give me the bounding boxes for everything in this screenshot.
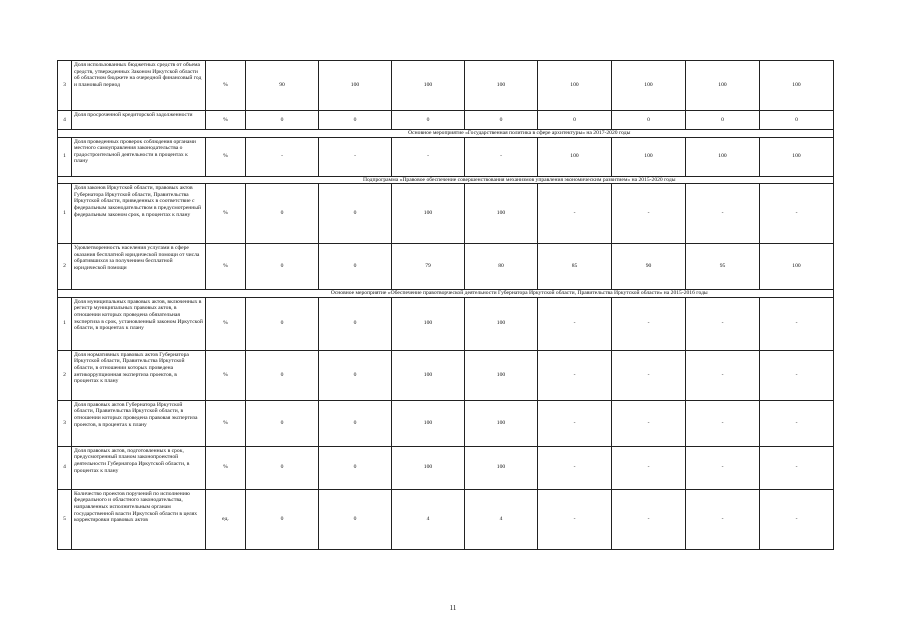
- section-spacer-cell: [58, 130, 206, 138]
- indicator-name: Удовлетворенность населения услугами в сфере оказания бесплатной юридической помощи от числа обратившихся за получением бесплатной юридической помощи: [72, 244, 206, 290]
- unit-cell: %: [206, 111, 246, 130]
- value-cell: -: [760, 350, 834, 400]
- table-row: [58, 400, 834, 446]
- value-cell: 100: [392, 350, 465, 400]
- value-cell: 100: [319, 61, 392, 111]
- value-cell: 100: [465, 400, 538, 446]
- value-cell: -: [686, 446, 760, 489]
- row-number: 1: [58, 184, 72, 244]
- value-cell: -: [538, 350, 612, 400]
- value-cell: 0: [246, 400, 319, 446]
- section-title: Основное мероприятие «Государственная политика в сфере архитектуры» на 2017-2020 годы: [206, 130, 834, 138]
- unit-cell: %: [206, 297, 246, 350]
- value-cell: 100: [392, 400, 465, 446]
- value-cell: -: [612, 297, 686, 350]
- value-cell: 100: [538, 61, 612, 111]
- value-cell: 95: [686, 244, 760, 290]
- value-cell: -: [538, 297, 612, 350]
- row-number: 3: [58, 61, 72, 111]
- value-cell: 0: [246, 244, 319, 290]
- value-cell: 0: [319, 297, 392, 350]
- table-row: [58, 350, 834, 400]
- table-row: [58, 137, 834, 176]
- table-body: [58, 61, 834, 550]
- value-cell: 100: [760, 61, 834, 111]
- row-number: 1: [58, 137, 72, 176]
- row-number: 3: [58, 400, 72, 446]
- value-cell: 0: [246, 111, 319, 130]
- value-cell: -: [760, 489, 834, 549]
- value-cell: 0: [760, 111, 834, 130]
- value-cell: -: [612, 184, 686, 244]
- value-cell: -: [612, 446, 686, 489]
- value-cell: -: [246, 137, 319, 176]
- value-cell: 100: [686, 137, 760, 176]
- section-header-row: [58, 130, 834, 138]
- value-cell: -: [538, 400, 612, 446]
- section-title: Основное мероприятие «Обеспечение правотворческой деятельности Губернатора Иркутской области, Правительства Иркутской области» на 2015-2016 годы: [206, 290, 834, 298]
- indicator-name: Доля использованных бюджетных средств от объема средств, утвержденных Законом Иркутской области об областном бюджете на очередной финансовый год и плановый период: [72, 61, 206, 111]
- value-cell: -: [538, 184, 612, 244]
- row-number: 2: [58, 244, 72, 290]
- value-cell: -: [612, 489, 686, 549]
- value-cell: 4: [392, 489, 465, 549]
- value-cell: -: [760, 184, 834, 244]
- unit-cell: %: [206, 184, 246, 244]
- value-cell: -: [612, 350, 686, 400]
- value-cell: 100: [760, 137, 834, 176]
- unit-cell: %: [206, 350, 246, 400]
- value-cell: 100: [612, 137, 686, 176]
- value-cell: 0: [392, 111, 465, 130]
- value-cell: 0: [319, 111, 392, 130]
- row-number: 5: [58, 489, 72, 549]
- indicator-name: Доля просроченной кредиторской задолженности: [72, 111, 206, 130]
- indicator-name: Доля законов Иркутской области, правовых актов Губернатора Иркутской области, Правительства Иркутской области, приведенных в соответствие с федеральным законодательством в предусмотренный федеральным законом срок, в процентах к плану: [72, 184, 206, 244]
- row-number: 4: [58, 446, 72, 489]
- value-cell: 0: [686, 111, 760, 130]
- section-spacer-cell: [58, 176, 206, 184]
- unit-cell: ед.: [206, 489, 246, 549]
- value-cell: -: [760, 400, 834, 446]
- value-cell: 100: [612, 61, 686, 111]
- section-spacer-cell: [58, 290, 206, 298]
- indicator-name: Доля проведенных проверок соблюдения органами местного самоуправления законодательства о градостроительной деятельности в процентах к плану: [72, 137, 206, 176]
- value-cell: 0: [246, 184, 319, 244]
- table-row: [58, 297, 834, 350]
- section-title: Подпрограмма «Правовое обеспечение совершенствования механизмов управления экономическим развитием» на 2015-2020 годы: [206, 176, 834, 184]
- value-cell: 4: [465, 489, 538, 549]
- indicator-name: Доля нормативных правовых актов Губернатора Иркутской области, Правительства Иркутской области, в отношении которых проведена антикоррупционная экспертиза проектов, в процентах к плану: [72, 350, 206, 400]
- value-cell: -: [760, 446, 834, 489]
- value-cell: 0: [319, 184, 392, 244]
- value-cell: -: [686, 184, 760, 244]
- value-cell: -: [686, 350, 760, 400]
- value-cell: -: [319, 137, 392, 176]
- unit-cell: %: [206, 244, 246, 290]
- section-header-row: [58, 290, 834, 298]
- value-cell: 100: [465, 61, 538, 111]
- value-cell: 0: [319, 489, 392, 549]
- value-cell: 100: [392, 446, 465, 489]
- unit-cell: %: [206, 61, 246, 111]
- table-row: [58, 111, 834, 130]
- value-cell: 0: [465, 111, 538, 130]
- indicator-name: Количество проектов поручений по исполнению федерального и областного законодательства, направленных исполнительным органам государственной власти Иркутской области в целях корректировки правовых актов: [72, 489, 206, 549]
- row-number: 2: [58, 350, 72, 400]
- value-cell: -: [392, 137, 465, 176]
- value-cell: 0: [319, 244, 392, 290]
- value-cell: 80: [465, 244, 538, 290]
- table-row: [58, 184, 834, 244]
- value-cell: 90: [246, 61, 319, 111]
- indicators-table: [57, 60, 834, 550]
- value-cell: 0: [246, 446, 319, 489]
- table-row: [58, 489, 834, 549]
- unit-cell: %: [206, 446, 246, 489]
- value-cell: -: [465, 137, 538, 176]
- value-cell: 79: [392, 244, 465, 290]
- value-cell: 0: [319, 446, 392, 489]
- value-cell: 100: [392, 297, 465, 350]
- indicator-name: Доля правовых актов, подготовленных в срок, предусмотренный планом законопроектной деятельности Губернатора Иркутской области, в процентах к плану: [72, 446, 206, 489]
- value-cell: 100: [392, 61, 465, 111]
- indicator-name: Доля муниципальных правовых актов, включенных в регистр муниципальных правовых актов, в отношении которых проведена обязательная экспертиза в срок, установленный законом Иркутской области, в процентах к плану: [72, 297, 206, 350]
- section-header-row: [58, 176, 834, 184]
- value-cell: 0: [246, 350, 319, 400]
- value-cell: -: [760, 297, 834, 350]
- value-cell: 0: [246, 297, 319, 350]
- unit-cell: %: [206, 400, 246, 446]
- value-cell: 100: [686, 61, 760, 111]
- table-row: [58, 244, 834, 290]
- value-cell: -: [612, 400, 686, 446]
- value-cell: 0: [538, 111, 612, 130]
- page-number: 11: [449, 604, 457, 612]
- value-cell: 0: [612, 111, 686, 130]
- value-cell: 100: [465, 350, 538, 400]
- table-row: [58, 446, 834, 489]
- value-cell: 0: [246, 489, 319, 549]
- value-cell: -: [538, 446, 612, 489]
- value-cell: 100: [392, 184, 465, 244]
- value-cell: 100: [465, 446, 538, 489]
- value-cell: -: [686, 489, 760, 549]
- value-cell: 100: [465, 184, 538, 244]
- table-row: [58, 61, 834, 111]
- value-cell: 90: [612, 244, 686, 290]
- unit-cell: %: [206, 137, 246, 176]
- value-cell: -: [538, 489, 612, 549]
- value-cell: 0: [319, 350, 392, 400]
- row-number: 4: [58, 111, 72, 130]
- value-cell: 100: [760, 244, 834, 290]
- value-cell: 85: [538, 244, 612, 290]
- value-cell: 0: [319, 400, 392, 446]
- row-number: 1: [58, 297, 72, 350]
- value-cell: 100: [538, 137, 612, 176]
- value-cell: -: [686, 297, 760, 350]
- value-cell: -: [686, 400, 760, 446]
- indicator-name: Доля правовых актов Губернатора Иркутской области, Правительства Иркутской области, в отношении которых проведена правовая экспертиза проектов, в процентах к плану: [72, 400, 206, 446]
- value-cell: 100: [465, 297, 538, 350]
